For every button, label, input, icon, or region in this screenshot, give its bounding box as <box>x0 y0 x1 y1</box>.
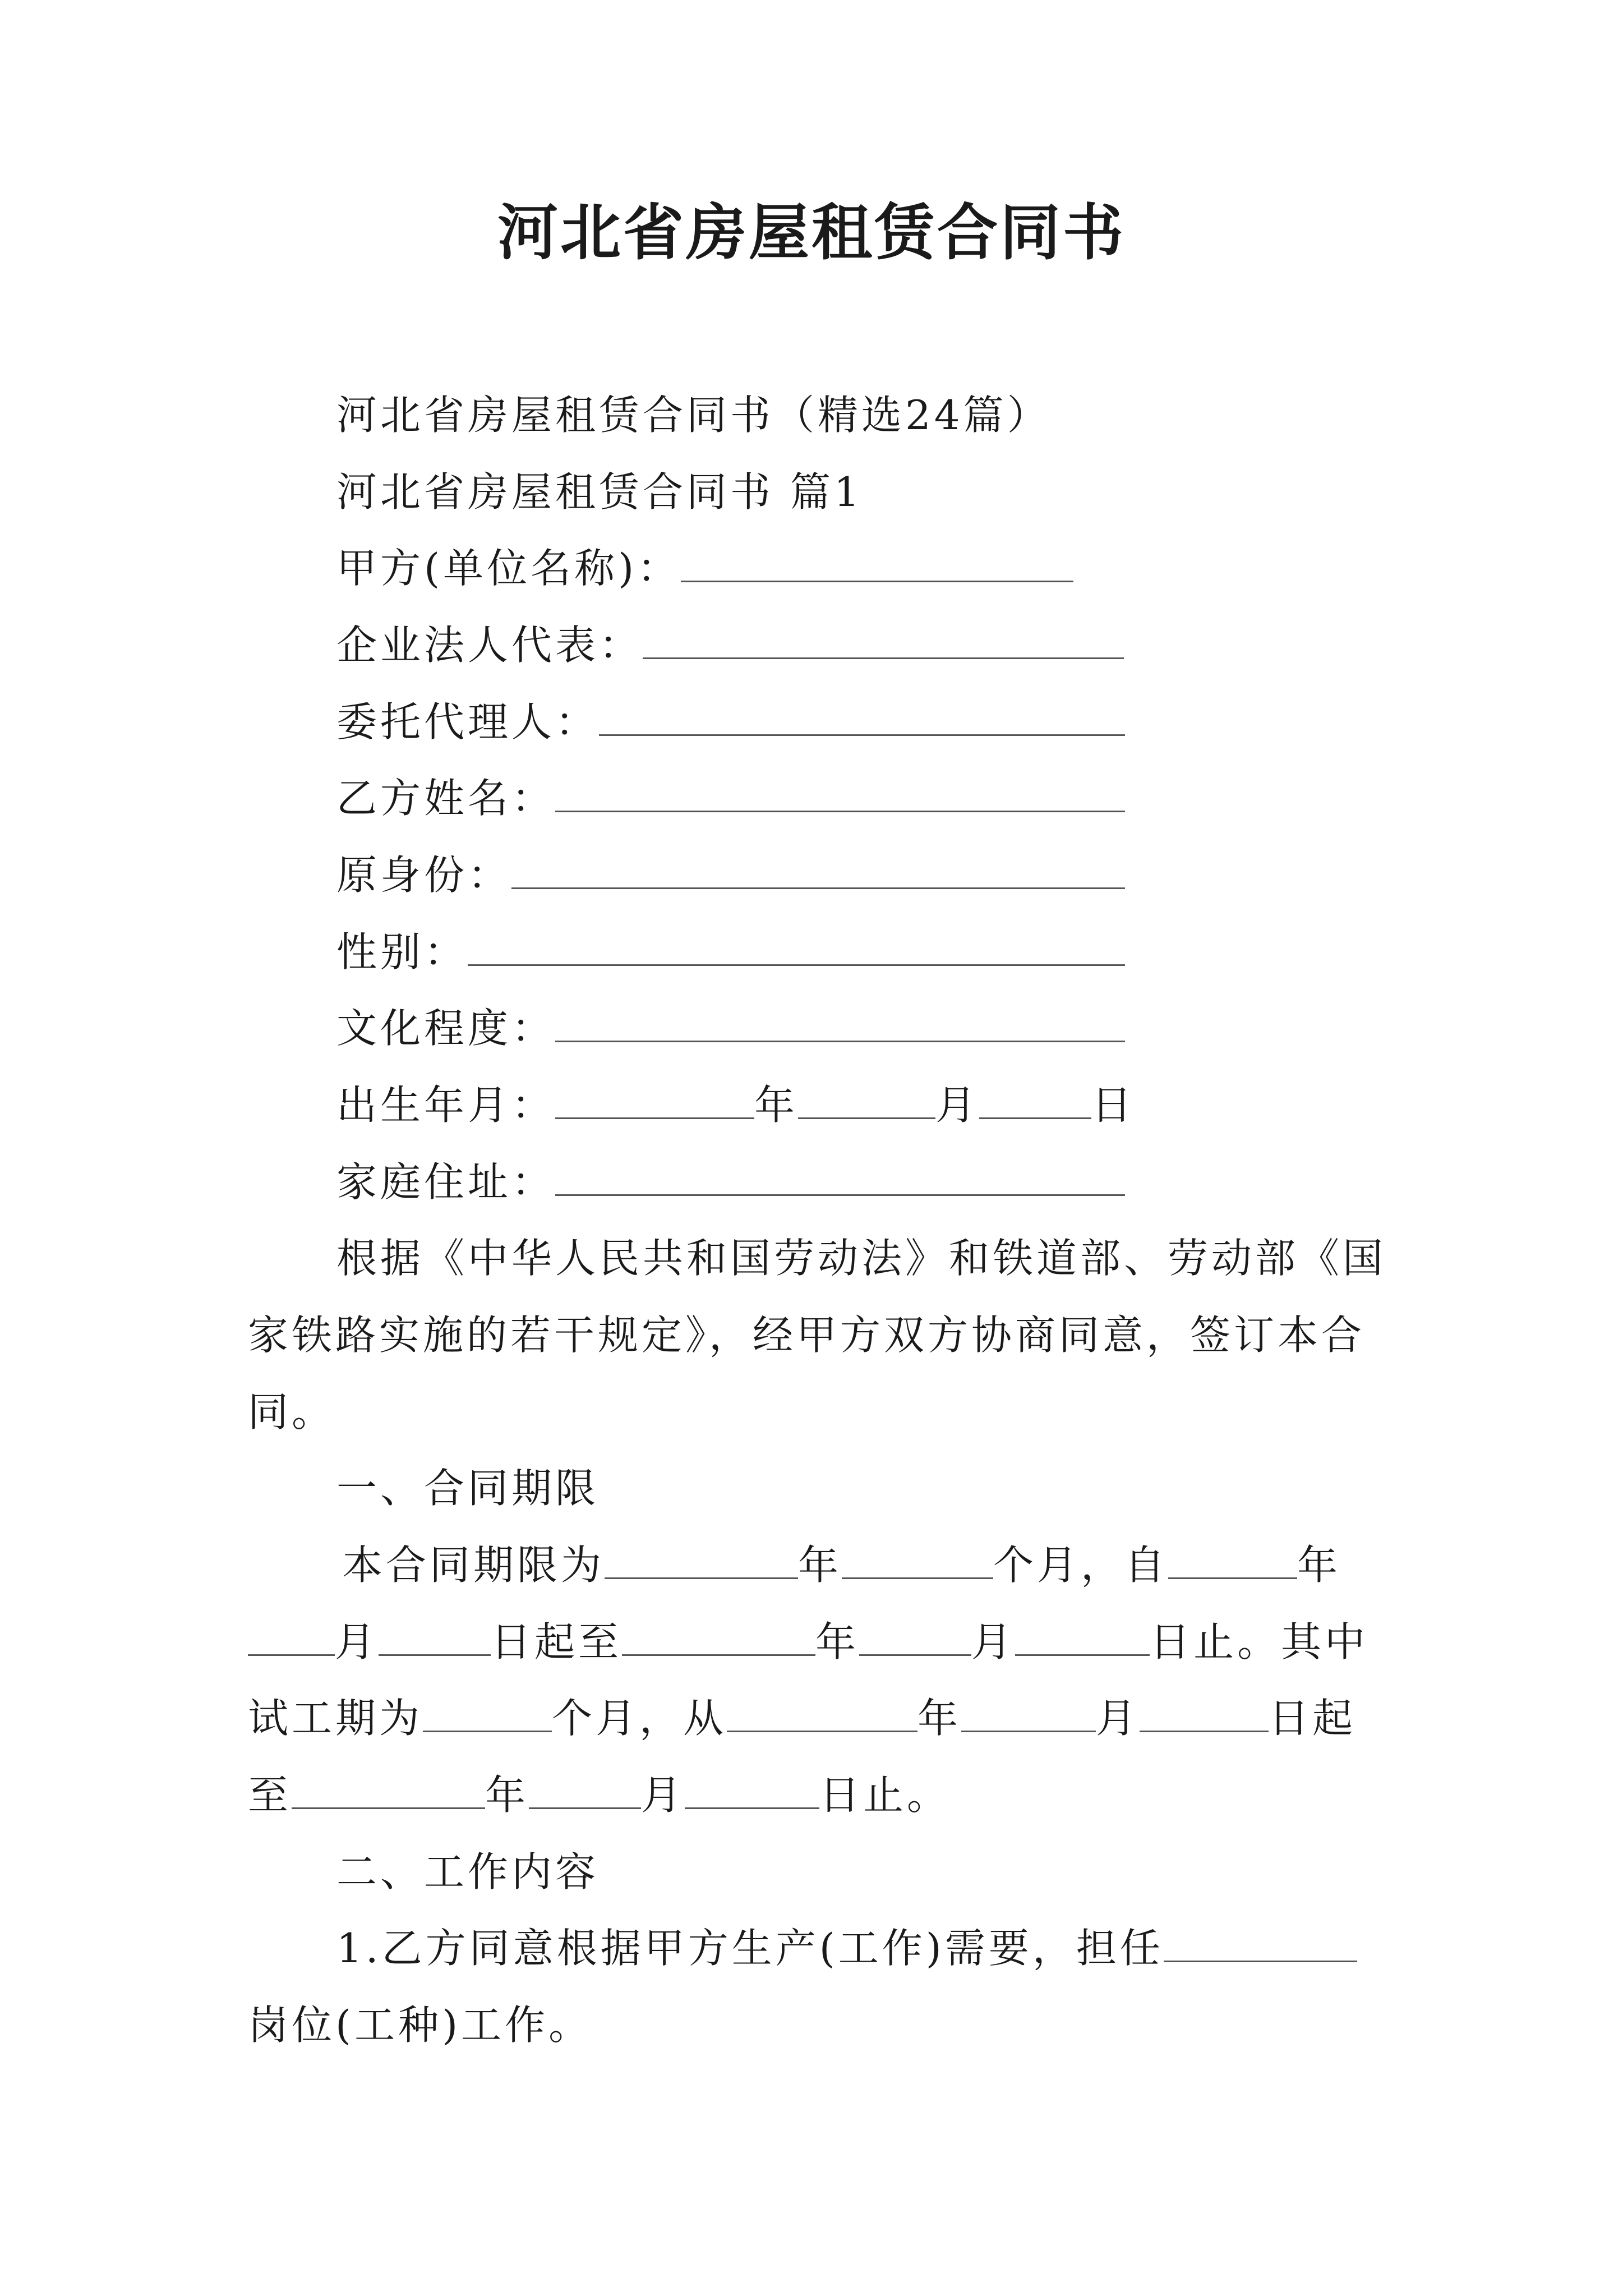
text-segment: 日起至 <box>491 1618 623 1665</box>
term-line <box>248 1767 951 1823</box>
blank-line <box>1164 1924 1357 1962</box>
blank-line <box>248 1617 335 1656</box>
blank-line <box>681 544 1073 582</box>
text-segment: 年 <box>815 1618 860 1665</box>
intro-line: 根据《中华人民共和国劳动法》和铁道部、劳动部《国 <box>336 1235 1387 1282</box>
text-segment: 月 <box>641 1772 685 1819</box>
blank-line <box>468 927 1125 966</box>
text-segment: 个月，自 <box>993 1542 1169 1589</box>
term-line <box>248 1614 1368 1670</box>
field-gender <box>336 924 1125 980</box>
field-label: 家庭住址： <box>336 1158 556 1205</box>
field-legal-rep <box>336 617 1124 673</box>
year-label: 年 <box>754 1082 799 1129</box>
blank-line <box>961 1694 1096 1732</box>
blank-line <box>511 850 1125 889</box>
field-label: 原身份： <box>336 852 512 899</box>
blank-line <box>555 1004 1125 1042</box>
field-label: 性别： <box>336 928 468 976</box>
blank-line <box>622 1617 815 1656</box>
blank-line <box>379 1617 491 1656</box>
work-heading: 二、工作内容 <box>336 1848 600 1895</box>
blank-line <box>643 620 1124 659</box>
field-birth <box>336 1077 1135 1133</box>
field-label: 企业法人代表： <box>336 622 643 669</box>
intro-line: 家铁路实施的若干规定》，经甲方双方协商同意，签订本合 <box>248 1312 1366 1359</box>
blank-line <box>727 1694 917 1732</box>
text-segment: 1.乙方同意根据甲方生产(工作)需要，担任 <box>336 1925 1164 1972</box>
text-segment: 本合同期限为 <box>342 1542 605 1589</box>
blank-line <box>292 1770 485 1809</box>
blank-line <box>529 1770 641 1809</box>
work-item-line <box>336 1920 1357 1976</box>
text-segment: 个月，从 <box>552 1695 727 1742</box>
field-party-a <box>336 540 1073 596</box>
document-title: 河北省房屋租赁合同书 <box>497 197 1126 268</box>
blank-line <box>685 1770 819 1809</box>
term-line <box>248 1690 1356 1746</box>
blank-line <box>1015 1617 1150 1656</box>
field-identity <box>336 847 1125 903</box>
blank-line <box>555 1157 1125 1196</box>
text-segment: 日止。 <box>819 1772 951 1819</box>
text-segment: 月 <box>335 1618 379 1665</box>
text-segment: 年 <box>917 1695 962 1742</box>
document-subtitle: 河北省房屋租赁合同书（精选24篇） <box>336 392 1051 439</box>
term-heading: 一、合同期限 <box>336 1465 600 1512</box>
field-address <box>336 1154 1125 1210</box>
text-segment: 月 <box>1096 1695 1140 1742</box>
intro-line: 同。 <box>248 1388 336 1435</box>
field-education <box>336 1000 1125 1056</box>
day-label: 日 <box>1091 1082 1136 1129</box>
blank-line <box>555 1080 754 1119</box>
text-segment: 日起 <box>1269 1695 1357 1742</box>
text-segment: 年 <box>798 1542 842 1589</box>
text-segment: 日止。其中 <box>1150 1618 1369 1665</box>
blank-line <box>599 697 1125 736</box>
month-label: 月 <box>935 1082 980 1129</box>
text-segment: 月 <box>971 1618 1016 1665</box>
blank-line <box>979 1080 1091 1119</box>
blank-line <box>423 1694 552 1732</box>
text-segment: 至 <box>248 1772 292 1819</box>
blank-line <box>605 1540 798 1579</box>
field-label: 委托代理人： <box>336 698 600 746</box>
field-label: 文化程度： <box>336 1005 556 1052</box>
field-label: 出生年月： <box>336 1082 556 1129</box>
text-segment: 试工期为 <box>248 1695 423 1742</box>
text-segment: 年 <box>1297 1542 1341 1589</box>
work-item-line: 岗位(工种)工作。 <box>248 2001 593 2049</box>
blank-line <box>555 774 1125 812</box>
blank-line <box>859 1617 971 1656</box>
blank-line <box>798 1080 935 1119</box>
blank-line <box>842 1540 993 1579</box>
field-party-b-name <box>336 770 1125 826</box>
section-title: 河北省房屋租赁合同书 篇1 <box>336 468 863 516</box>
field-label: 甲方(单位名称)： <box>336 545 681 592</box>
blank-line <box>1140 1694 1269 1732</box>
blank-line <box>1168 1540 1297 1579</box>
field-label: 乙方姓名： <box>336 775 556 822</box>
text-segment: 年 <box>485 1772 529 1819</box>
term-line <box>342 1537 1341 1593</box>
field-agent <box>336 694 1125 750</box>
